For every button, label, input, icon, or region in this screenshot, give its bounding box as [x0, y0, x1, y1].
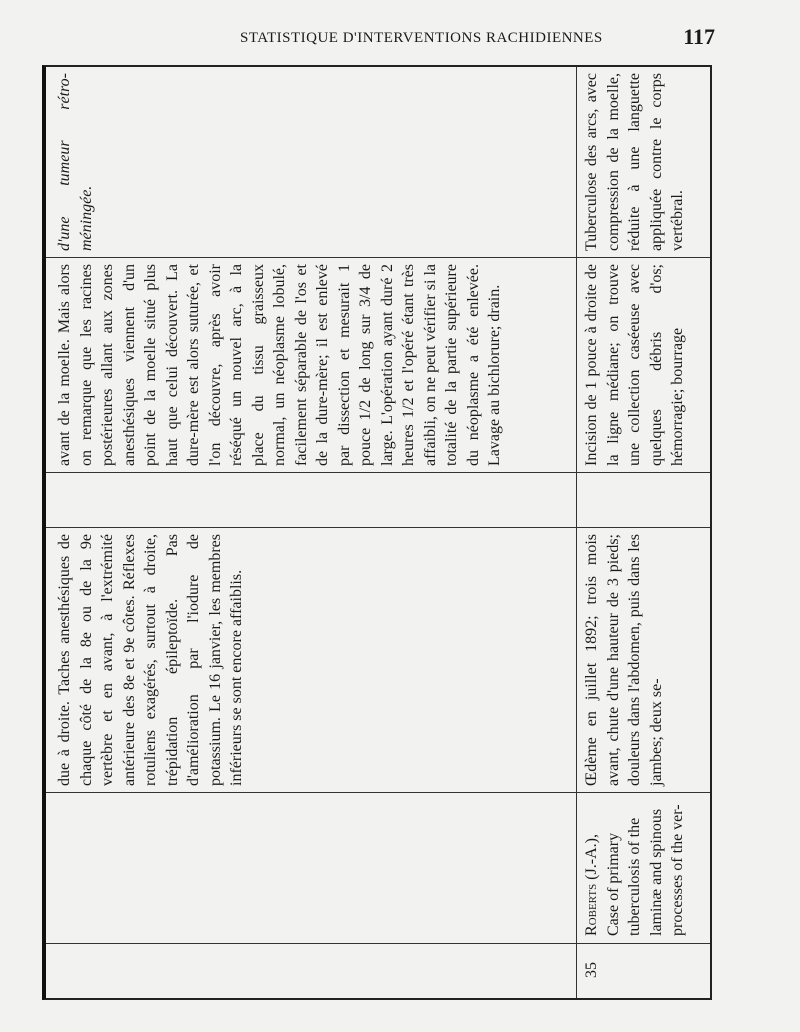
operation-cell: Incision de 1 pouce à droite de la ligne médiane; on trouve une collection caséeuse avec quelques débris d'os; hémorragie; bourrage: [583, 264, 686, 466]
author-cell: [581, 794, 711, 942]
row-divider: [576, 67, 577, 998]
running-title: STATISTIQUE D'INTERVENTIONS RACHIDIENNES: [240, 30, 603, 46]
statistics-table: [42, 65, 712, 1000]
column-divider: [46, 943, 710, 944]
column-divider: [46, 472, 710, 473]
article-title: Case of primary tuberculosis of the laminæ and spinous processes of the ver-: [604, 804, 686, 936]
lesion-cell: Tuberculose des arcs, avec compression de la moelle, réduite à une languette appliquée contre le corps vertébral.: [583, 73, 686, 251]
symptoms-cell: Œdème en juillet 1892; trois mois avant, chute d'une hauteur de 3 pieds; douleurs dans l'abdomen, puis dans les jambes; deux se-: [583, 534, 665, 786]
rotated-table-frame: [42, 65, 712, 1000]
column-divider: [46, 792, 710, 793]
author-name: Roberts (J.-A.),: [583, 834, 600, 936]
lesion-cell-continued: d'une tumeur rétro-méningée.: [56, 73, 95, 251]
symptoms-cell-continued: due à droite. Taches anesthésiques de chaque côté de la 8e ou de la 9e vertèbre et en avant, à l'extrémité antérieure des 8e et 9e côtes. Réflexes rotuliens exagérés, surtout à droite, trépidation épileptoïde. Pas d'amélioration par l'iodure de potassium. Le 16 janvier, les membres inférieurs se sont encore affaiblis.: [56, 534, 245, 786]
case-number: 35: [583, 962, 600, 978]
operation-cell-continued: avant de la moelle. Mais alors on remarque que les racines postérieures allant aux zones anesthésiques viennent d'un point de la moelle situé plus haut que celui découvert. La dure-mère est alors suturée, et l'on découvre, après avoir réséqué un nouvel arc, à la place du tissu graisseux normal, un néoplasme lobulé, facilement séparable de l'os et de la dure-mère; il est enlevé par dissection et mesurait 1 pouce 1/2 de long sur 3/4 de large. L'opération ayant duré 2 heures 1/2 et l'opéré étant très affaibli, on ne peut vérifier si la totalité de la partie supérieure du néoplasme a été enlevée. Lavage au bichlorure; drain.: [56, 264, 503, 466]
page-header: [40, 22, 715, 52]
page-number: 117: [683, 24, 715, 49]
